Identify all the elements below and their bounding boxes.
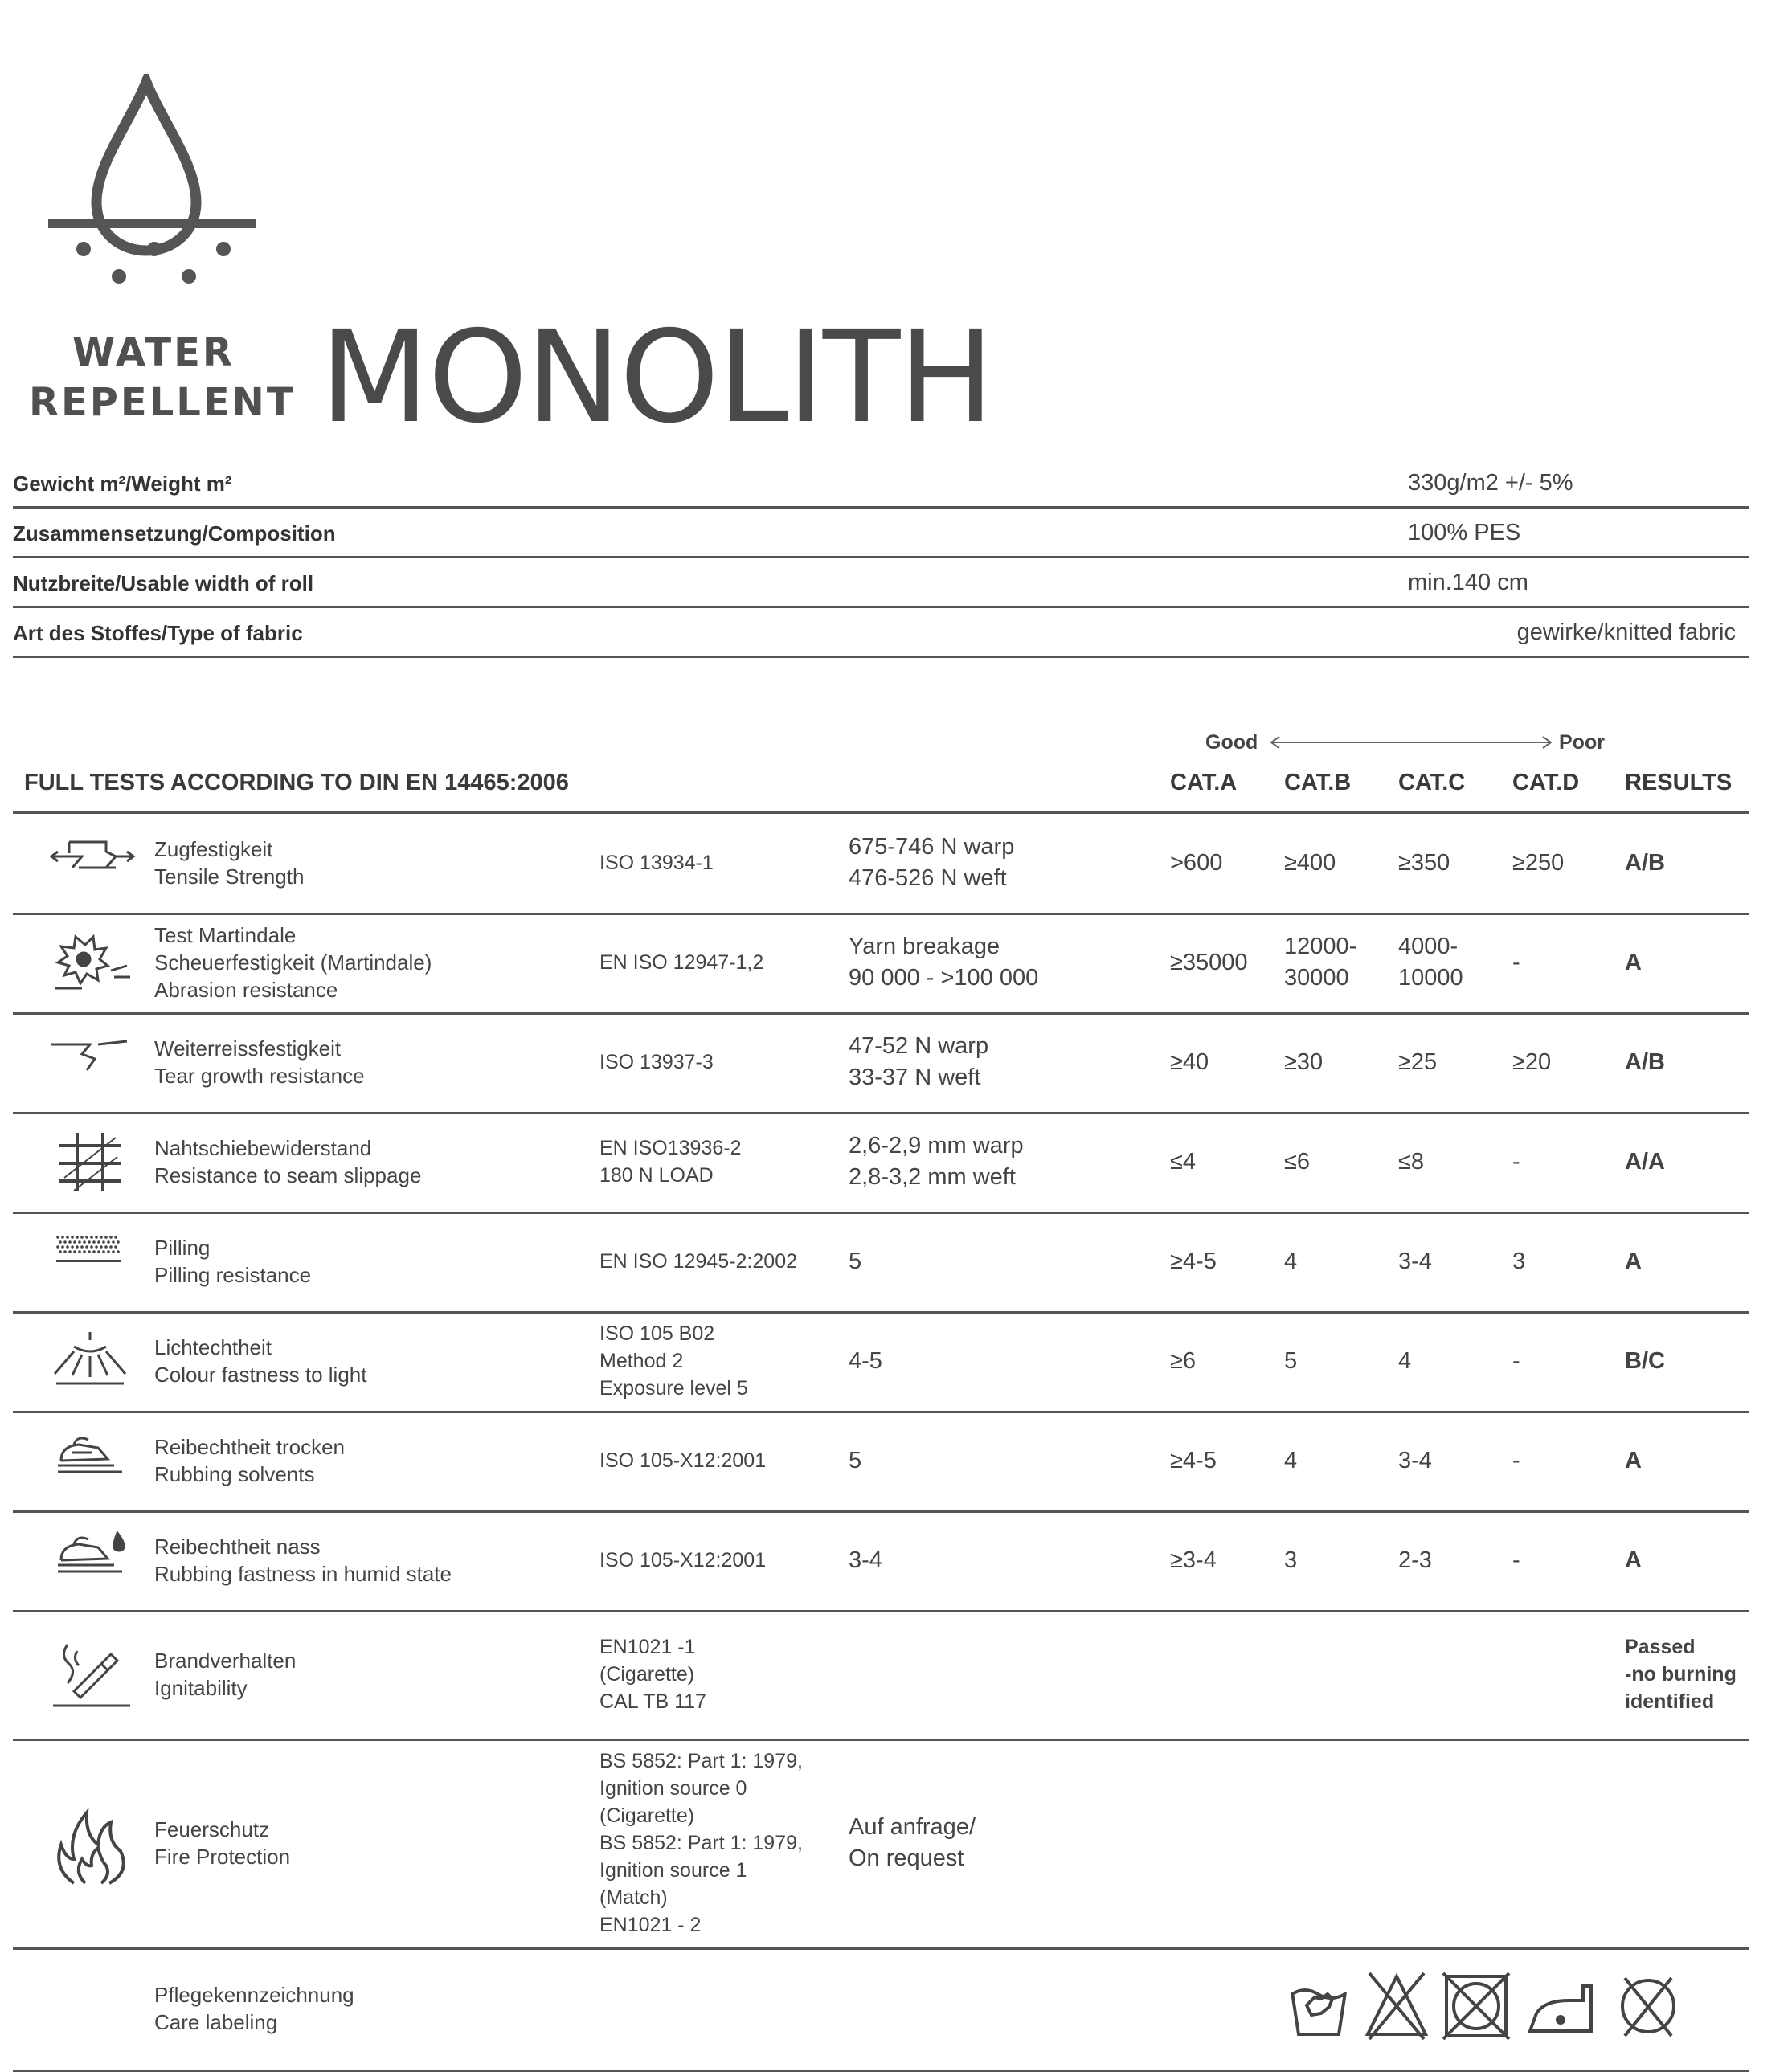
test-result-line: Passed bbox=[1625, 1636, 1696, 1658]
test-result-line: B/C bbox=[1625, 1348, 1665, 1374]
test-name-line: Pilling bbox=[154, 1236, 211, 1260]
cat-c-line: 3-4 bbox=[1398, 1248, 1432, 1274]
test-value bbox=[849, 1346, 882, 1377]
test-name-line: Colour fastness to light bbox=[154, 1363, 367, 1387]
double-arrow-icon bbox=[1268, 734, 1554, 750]
cat-d-value: - bbox=[1512, 1547, 1520, 1573]
test-result-line: identified bbox=[1625, 1690, 1715, 1713]
test-name-line: Rubbing solvents bbox=[154, 1462, 315, 1486]
table-title: FULL TESTS ACCORDING TO DIN EN 14465:2006 bbox=[24, 770, 569, 795]
test-name-line: Care labeling bbox=[154, 2010, 278, 2034]
cat-d-value: - bbox=[1512, 1149, 1520, 1175]
test-value-line: 476-526 N weft bbox=[849, 865, 1007, 891]
test-standard-line: ISO 105-X12:2001 bbox=[599, 1449, 767, 1472]
table-row bbox=[13, 1739, 1749, 1950]
scale-poor-label: Poor bbox=[1559, 731, 1605, 754]
table-row bbox=[13, 1112, 1749, 1214]
spec-row-weight bbox=[13, 456, 1749, 509]
cat-b-line: 4 bbox=[1284, 1248, 1298, 1274]
cat-d-value: - bbox=[1512, 1348, 1520, 1374]
table-row bbox=[13, 1610, 1749, 1741]
test-result bbox=[1625, 1048, 1665, 1076]
hand-wash-icon bbox=[1292, 1990, 1345, 2034]
test-name-line: Scheuerfestigkeit (Martindale) bbox=[154, 950, 432, 975]
no-bleach-icon bbox=[1368, 1973, 1426, 2039]
spec-value: gewirke/knitted fabric bbox=[1516, 619, 1736, 645]
cat-b-value bbox=[1284, 1545, 1297, 1576]
cat-b-line: 12000- bbox=[1284, 934, 1357, 959]
col-cat-d: CAT.D bbox=[1512, 770, 1580, 795]
cat-c-line: 10000 bbox=[1398, 965, 1463, 991]
test-result-line: A bbox=[1625, 1249, 1642, 1274]
test-value bbox=[849, 1246, 861, 1277]
test-result bbox=[1625, 949, 1642, 976]
test-standard bbox=[599, 949, 763, 976]
seam-slippage-icon bbox=[50, 1130, 138, 1198]
cat-a-value: ≥6 bbox=[1170, 1348, 1197, 1374]
cat-c-value bbox=[1398, 1545, 1432, 1576]
cat-d-value: - bbox=[1512, 950, 1520, 975]
cat-b-line: ≥30 bbox=[1284, 1048, 1324, 1075]
test-name-line: Brandverhalten bbox=[154, 1649, 297, 1673]
cat-a-value: ≥3-4 bbox=[1170, 1547, 1217, 1573]
tear-icon bbox=[50, 1030, 138, 1082]
test-standard-line: (Cigarette) bbox=[599, 1663, 695, 1686]
test-value bbox=[849, 1130, 1024, 1193]
test-value-line: On request bbox=[849, 1845, 964, 1871]
test-name-line: Pilling resistance bbox=[154, 1263, 312, 1287]
test-value-line: 2,8-3,2 mm weft bbox=[849, 1164, 1016, 1190]
cat-c-line: ≤8 bbox=[1398, 1148, 1425, 1175]
cat-c-value bbox=[1398, 1445, 1432, 1477]
spec-label: Art des Stoffes/Type of fabric bbox=[13, 621, 303, 645]
test-standard-line: Ignition source 0 bbox=[599, 1777, 747, 1800]
test-standard-line: CAL TB 117 bbox=[599, 1690, 706, 1713]
test-name-line: Pflegekennzeichnung bbox=[154, 1983, 354, 2007]
dry-rubbing-icon bbox=[50, 1428, 138, 1481]
test-name-line: Tear growth resistance bbox=[154, 1064, 365, 1088]
spec-row-fabric-type bbox=[13, 606, 1749, 658]
cat-b-value bbox=[1284, 1246, 1297, 1277]
cat-c-value bbox=[1398, 1047, 1437, 1078]
test-result-line: -no burning bbox=[1625, 1663, 1737, 1686]
cat-b-value bbox=[1284, 1445, 1297, 1477]
test-standard-line: ISO 13937-3 bbox=[599, 1051, 714, 1073]
cat-b-line: 3 bbox=[1284, 1547, 1298, 1573]
test-standard-line: EN1021 -1 bbox=[599, 1636, 696, 1658]
test-name bbox=[154, 1035, 365, 1089]
test-value-line: 33-37 N weft bbox=[849, 1065, 981, 1090]
test-name-line: Resistance to seam slippage bbox=[154, 1163, 422, 1187]
no-tumble-dry-icon bbox=[1443, 1973, 1509, 2039]
test-standard bbox=[599, 849, 714, 877]
test-value-line: 4-5 bbox=[849, 1347, 882, 1374]
spec-label: Gewicht m²/Weight m² bbox=[13, 472, 232, 496]
no-dry-clean-icon bbox=[1622, 1978, 1674, 2036]
test-standard bbox=[599, 1547, 766, 1574]
table-row bbox=[13, 1212, 1749, 1314]
test-result-line: A bbox=[1625, 1547, 1642, 1573]
test-standard-line: Exposure level 5 bbox=[599, 1377, 748, 1400]
table-row bbox=[13, 1510, 1749, 1612]
test-result-line: A bbox=[1625, 950, 1642, 975]
cat-b-value bbox=[1284, 1146, 1310, 1178]
col-cat-c: CAT.C bbox=[1398, 770, 1466, 795]
col-cat-a: CAT.A bbox=[1170, 770, 1238, 795]
test-value-line: Auf anfrage/ bbox=[849, 1814, 976, 1840]
test-name bbox=[154, 922, 432, 1003]
test-standard bbox=[599, 1447, 766, 1474]
test-name-line: Tensile Strength bbox=[154, 864, 305, 889]
product-title: MONOLITH bbox=[320, 304, 993, 452]
test-standard-line: BS 5852: Part 1: 1979, bbox=[599, 1832, 803, 1854]
test-result-line: A/B bbox=[1625, 1049, 1665, 1075]
test-result-line: A/A bbox=[1625, 1149, 1665, 1175]
cigarette-icon bbox=[50, 1638, 138, 1714]
test-name-line: Zugfestigkeit bbox=[154, 837, 273, 861]
test-standard-line: EN ISO13936-2 bbox=[599, 1137, 742, 1159]
test-standard-line: Method 2 bbox=[599, 1350, 684, 1372]
cat-b-line: ≥400 bbox=[1284, 849, 1336, 876]
cat-b-value bbox=[1284, 1047, 1323, 1078]
spec-label: Zusammensetzung/Composition bbox=[13, 521, 336, 546]
flame-icon bbox=[50, 1795, 138, 1895]
cat-d-value: 3 bbox=[1512, 1249, 1526, 1274]
test-name bbox=[154, 1981, 354, 2036]
test-result bbox=[1625, 1347, 1665, 1375]
cat-b-line: 4 bbox=[1284, 1447, 1298, 1473]
test-value bbox=[849, 1812, 976, 1874]
test-value bbox=[849, 1545, 882, 1576]
test-standard-line: EN ISO 12945-2:2002 bbox=[599, 1250, 797, 1273]
test-standard bbox=[599, 1134, 742, 1189]
test-result bbox=[1625, 1447, 1642, 1474]
test-standard bbox=[599, 1747, 803, 1939]
spec-value: 330g/m2 +/- 5% bbox=[1408, 470, 1573, 496]
test-name bbox=[154, 1816, 290, 1870]
test-standard-line: 180 N LOAD bbox=[599, 1164, 714, 1187]
cat-a-value: ≥35000 bbox=[1170, 950, 1248, 975]
test-result bbox=[1625, 1148, 1665, 1175]
cat-b-value bbox=[1284, 1346, 1297, 1377]
test-standard-line: ISO 13934-1 bbox=[599, 852, 714, 874]
test-value bbox=[849, 832, 1014, 894]
spec-row-composition bbox=[13, 506, 1749, 558]
cat-c-value bbox=[1398, 931, 1463, 994]
test-standard-line: (Cigarette) bbox=[599, 1804, 695, 1827]
cat-c-line: 4 bbox=[1398, 1347, 1412, 1374]
test-standard bbox=[599, 1248, 797, 1275]
cat-c-line: 3-4 bbox=[1398, 1447, 1432, 1473]
cat-c-line: ≥350 bbox=[1398, 849, 1450, 876]
iron-low-icon bbox=[1530, 1986, 1591, 2031]
spec-value: min.140 cm bbox=[1408, 570, 1528, 595]
cat-a-value: >600 bbox=[1170, 850, 1223, 876]
cat-a-value: ≥4-5 bbox=[1170, 1448, 1217, 1473]
cat-c-line: 2-3 bbox=[1398, 1547, 1432, 1573]
cat-d-value: - bbox=[1512, 1448, 1520, 1473]
test-standard-line: BS 5852: Part 1: 1979, bbox=[599, 1750, 803, 1772]
test-value-line: 675-746 N warp bbox=[849, 834, 1015, 860]
spec-row-width bbox=[13, 556, 1749, 608]
badge-line-2: REPELLENT bbox=[29, 380, 296, 425]
scale-good-label: Good bbox=[1205, 731, 1258, 754]
badge-line-1: WATER bbox=[72, 330, 235, 375]
cat-a-value: ≥40 bbox=[1170, 1049, 1209, 1075]
test-value-line: 2,6-2,9 mm warp bbox=[849, 1133, 1024, 1159]
test-result-line: A/B bbox=[1625, 850, 1665, 876]
test-name-line: Reibechtheit nass bbox=[154, 1535, 321, 1559]
table-row bbox=[13, 813, 1749, 915]
water-drop-icon bbox=[42, 74, 275, 299]
test-name bbox=[154, 1533, 452, 1588]
test-name bbox=[154, 1234, 311, 1289]
cat-b-line: ≤6 bbox=[1284, 1148, 1311, 1175]
pilling-icon bbox=[50, 1229, 138, 1273]
test-value-line: 3-4 bbox=[849, 1547, 882, 1573]
test-name-line: Nahtschiebewiderstand bbox=[154, 1136, 372, 1160]
good-poor-scale bbox=[1205, 726, 1623, 762]
test-name-line: Ignitability bbox=[154, 1676, 248, 1700]
test-name-line: Test Martindale bbox=[154, 923, 297, 947]
col-cat-b: CAT.B bbox=[1284, 770, 1352, 795]
cat-c-value bbox=[1398, 1146, 1424, 1178]
cat-c-value bbox=[1398, 1346, 1411, 1377]
test-standard-line: Ignition source 1 bbox=[599, 1859, 747, 1882]
test-standard-line: EN1021 - 2 bbox=[599, 1914, 702, 1936]
test-name-line: Lichtechtheit bbox=[154, 1335, 272, 1359]
test-result-line: A bbox=[1625, 1448, 1642, 1473]
table-row bbox=[13, 1012, 1749, 1114]
test-name-line: Rubbing fastness in humid state bbox=[154, 1562, 452, 1586]
test-name bbox=[154, 1647, 296, 1702]
test-value-line: 90 000 - >100 000 bbox=[849, 965, 1039, 991]
test-standard-line: ISO 105 B02 bbox=[599, 1322, 715, 1345]
test-standard-line: EN ISO 12947-1,2 bbox=[599, 951, 764, 974]
test-result bbox=[1625, 1248, 1642, 1275]
water-repellent-badge bbox=[29, 328, 296, 427]
test-name-line: Abrasion resistance bbox=[154, 978, 338, 1002]
test-value-line: Yarn breakage bbox=[849, 934, 1000, 959]
care-symbols bbox=[1286, 1970, 1736, 2046]
cat-d-value: ≥250 bbox=[1512, 850, 1565, 876]
cat-d-value: ≥20 bbox=[1512, 1049, 1552, 1075]
col-results: RESULTS bbox=[1625, 770, 1733, 795]
test-name-line: Fire Protection bbox=[154, 1845, 291, 1869]
light-fastness-icon bbox=[50, 1329, 138, 1397]
table-header bbox=[13, 763, 1749, 814]
test-name bbox=[154, 1134, 421, 1189]
cat-b-value bbox=[1284, 848, 1336, 879]
test-name-line: Reibechtheit trocken bbox=[154, 1435, 346, 1459]
test-standard bbox=[599, 1320, 748, 1402]
table-row bbox=[13, 1311, 1749, 1413]
abrasion-icon bbox=[50, 930, 138, 999]
test-standard-line: ISO 105-X12:2001 bbox=[599, 1549, 767, 1571]
test-value-line: 47-52 N warp bbox=[849, 1033, 989, 1059]
test-name bbox=[154, 1334, 366, 1388]
wet-rubbing-icon bbox=[50, 1528, 138, 1580]
cat-a-value: ≥4-5 bbox=[1170, 1249, 1217, 1274]
test-result bbox=[1625, 1633, 1737, 1715]
cat-c-value bbox=[1398, 1246, 1432, 1277]
cat-c-line: ≥25 bbox=[1398, 1048, 1438, 1075]
cat-c-value bbox=[1398, 848, 1450, 879]
test-value bbox=[849, 1031, 988, 1093]
test-name-line: Weiterreissfestigkeit bbox=[154, 1036, 342, 1061]
test-result bbox=[1625, 849, 1665, 877]
cat-a-value: ≤4 bbox=[1170, 1149, 1197, 1175]
table-row bbox=[13, 1411, 1749, 1513]
spec-value: 100% PES bbox=[1408, 520, 1521, 546]
test-value bbox=[849, 1445, 861, 1477]
test-result bbox=[1625, 1547, 1642, 1574]
test-value-line: 5 bbox=[849, 1447, 862, 1473]
test-value bbox=[849, 931, 1038, 994]
test-standard bbox=[599, 1048, 714, 1076]
cat-b-value bbox=[1284, 931, 1356, 994]
test-standard-line: (Match) bbox=[599, 1886, 668, 1909]
test-name bbox=[154, 836, 304, 890]
test-value-line: 5 bbox=[849, 1248, 862, 1274]
cat-b-line: 5 bbox=[1284, 1347, 1298, 1374]
test-name bbox=[154, 1433, 345, 1488]
table-row bbox=[13, 913, 1749, 1015]
cat-b-line: 30000 bbox=[1284, 965, 1349, 991]
cat-c-line: 4000- bbox=[1398, 934, 1459, 959]
tensile-icon bbox=[50, 831, 138, 883]
spec-label: Nutzbreite/Usable width of roll bbox=[13, 571, 314, 595]
test-name-line: Feuerschutz bbox=[154, 1817, 270, 1841]
test-standard bbox=[599, 1633, 706, 1715]
